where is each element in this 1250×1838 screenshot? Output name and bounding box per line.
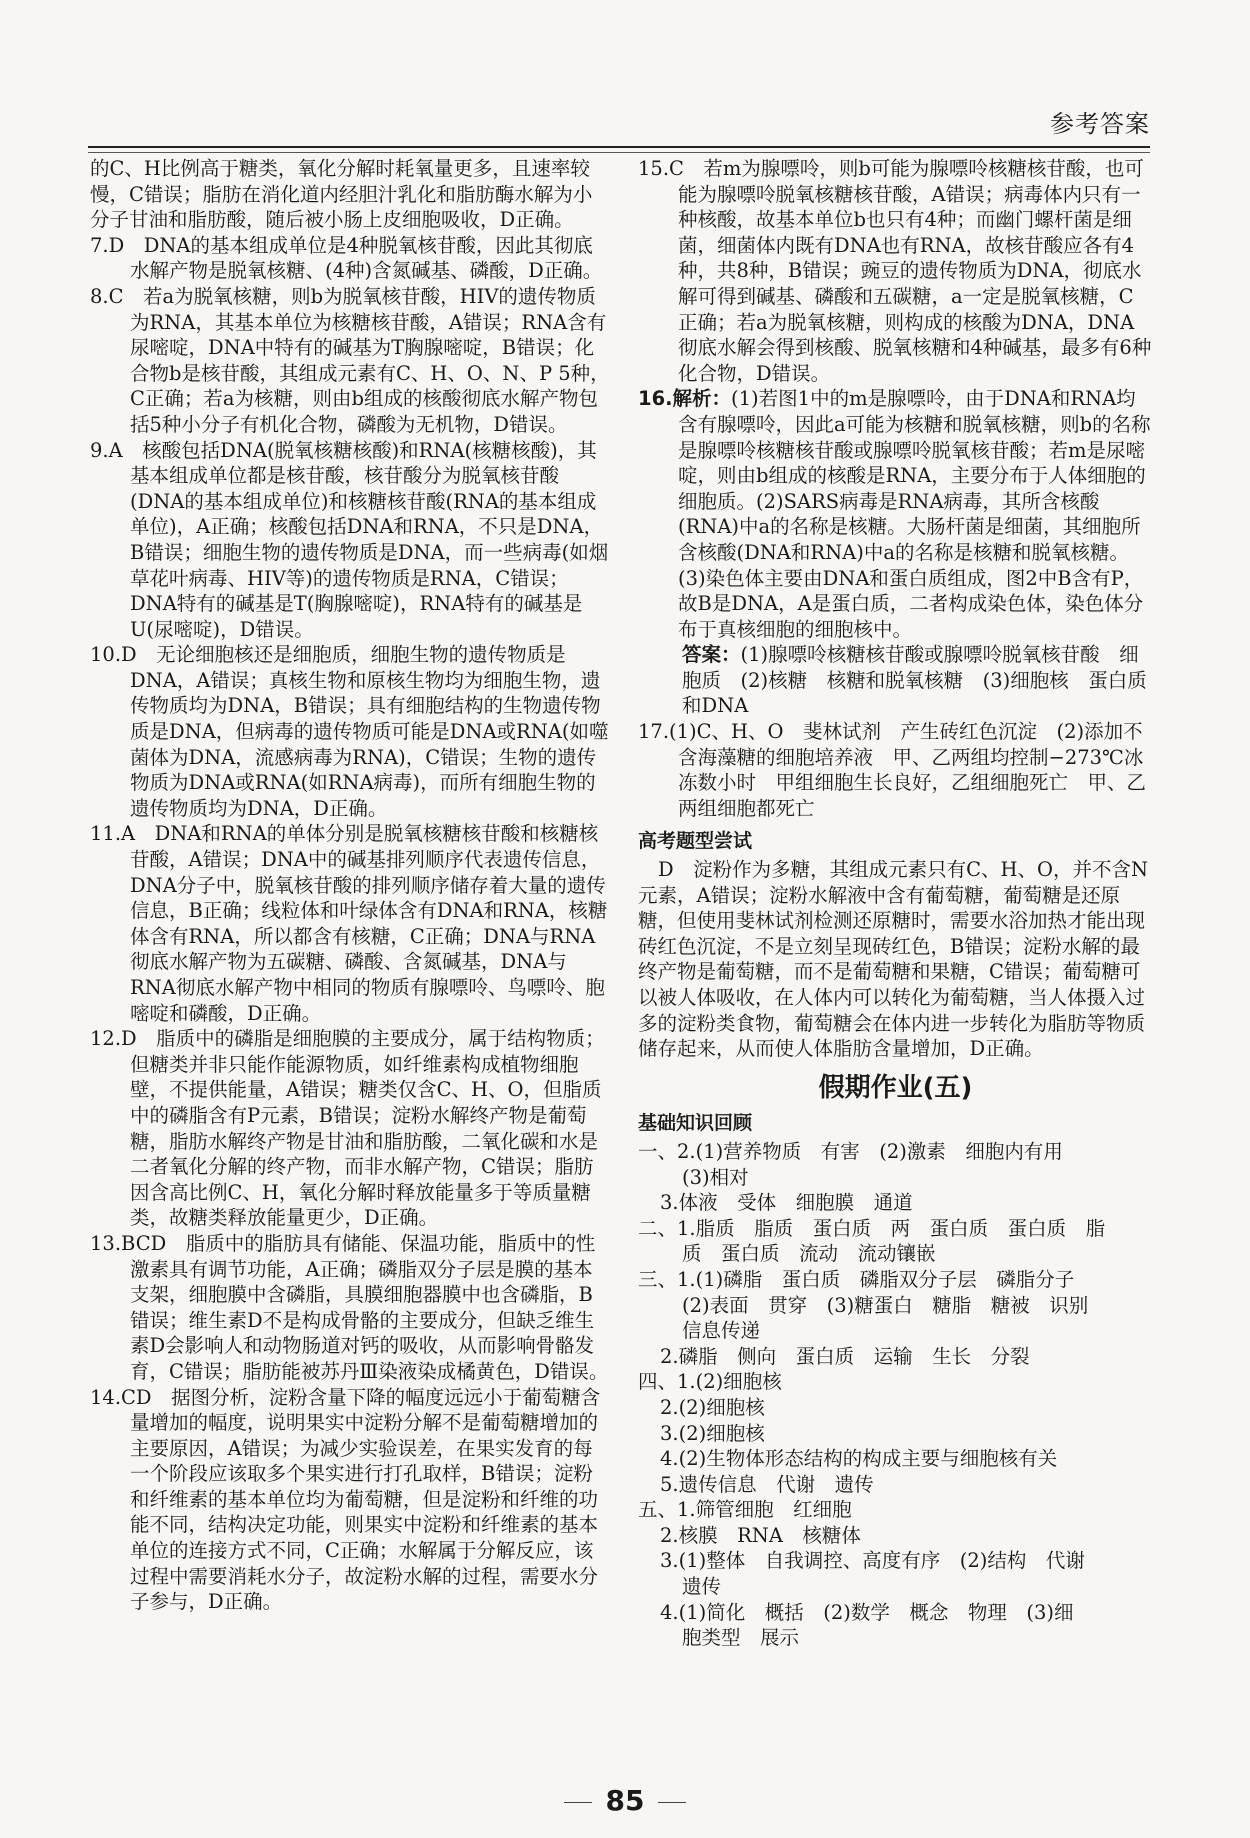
holiday-answer-line: 三、1.(1)磷脂 蛋白质 磷脂双分子层 磷脂分子	[638, 1267, 1075, 1291]
holiday-answer-line: 3.(1)整体 自我调控、高度有序 (2)结构 代谢	[660, 1549, 1085, 1573]
holiday-answer-line: 一、2.(1)营养物质 有害 (2)激素 细胞内有用	[638, 1139, 1063, 1163]
q16-block	[638, 386, 1153, 642]
holiday-answer-line: 遗传	[682, 1575, 722, 1599]
holiday-answer-line: (3)相对	[682, 1165, 749, 1189]
q16-text: (1)若图1中的m是腺嘌呤，由于DNA和RNA均含有腺嘌呤，因此a可能为核糖和脱氧核糖，则b的名称是腺嘌呤核糖核苷酸或腺嘌呤脱氧核苷酸；若m是尿嘧啶，则由b组成的核酸是RNA，主要分布于人体细胞的细胞质。(2)SARS病毒是RNA病毒，其所含核酸(RNA)中a的名称是核糖。大肠杆菌是细菌，其细胞所含核酸(DNA和RNA)中a的名称是核糖和脱氧核糖。(3)染色体主要由DNA和蛋白质组成，图2中B含有P，故B是DNA，A是蛋白质，二者构成染色体，染色体分布于真核细胞的细胞核中。	[678, 387, 1151, 641]
holiday-answer-line: 2.核膜 RNA 核糖体	[660, 1523, 861, 1547]
q16-answer-label: 答案：	[682, 643, 741, 667]
holiday-answer-line: 五、1.筛管细胞 红细胞	[638, 1498, 852, 1522]
basic-heading: 基础知识回顾	[638, 1112, 753, 1135]
header-title: 参考答案	[1050, 110, 1150, 138]
holiday-answer-line: (2)表面 贯穿 (3)糖蛋白 糖脂 糖被 识别	[682, 1293, 1089, 1317]
answer-item: 7.D DNA的基本组成单位是4种脱氧核苷酸，因此其彻底水解产物是脱氧核糖、(4种)含氮碱基、磷酸，D正确。	[90, 233, 603, 283]
holiday-answer-line: 2.磷脂 侧向 蛋白质 运输 生长 分裂	[660, 1344, 1030, 1368]
holiday-title: 假期作业(五)	[818, 1072, 973, 1103]
gaokao-text: D 淀粉作为多糖，其组成元素只有C、H、O，并不含N元素，A错误；淀粉水解液中含有葡萄糖，葡萄糖是还原糖，但使用斐林试剂检测还原糖时，需要水浴加热才能出现砖红色沉淀，不是立刻呈现砖红色，B错误；淀粉水解的最终产物是葡萄糖，而不是葡萄糖和果糖，C错误；葡萄糖可以被人体吸收，在人体内可以转化为葡萄糖，当人体摄入过多的淀粉类食物，葡萄糖会在体内进一步转化为脂肪等物质储存起来，从而使人体脂肪含量增加，D正确。	[638, 858, 1149, 1061]
header-divider	[88, 152, 1150, 153]
holiday-answer-line: 信息传递	[682, 1319, 761, 1343]
answer-item: 14.CD 据图分析，淀粉含量下降的幅度远远小于葡萄糖含量增加的幅度，说明果实中淀粉分解不是葡萄糖增加的主要原因，A错误；为减少实验误差，在果实发育的每一个阶段应该取多个果实进行打孔取样，B错误；淀粉和纤维素的基本单位均为葡萄糖，但是淀粉和纤维的功能不同，结构决定功能，则果实中淀粉和纤维素的基本单位的连接方式不同，C正确；水解属于分解反应，该过程中需要消耗水分子，故淀粉水解的过程，需要水分子参与，D正确。	[90, 1385, 601, 1614]
right-column-items	[638, 156, 1153, 386]
answer-paragraph: 的C、H比例高于糖类，氧化分解时耗氧量更多，且速率较慢，C错误；脂肪在消化道内经胆汁乳化和脂肪酶水解为小分子甘油和脂肪酸，随后被小肠上皮细胞吸收，D正确。	[90, 157, 593, 232]
q16-answer	[638, 642, 1153, 719]
left-column	[90, 156, 610, 1615]
right-column	[638, 156, 1153, 1651]
gaokao-heading: 高考题型尝试	[638, 830, 753, 853]
holiday-answer-line: 5.遗传信息 代谢 遗传	[660, 1472, 874, 1496]
answer-item: 8.C 若a为脱氧核糖，则b为脱氧核苷酸，HIV的遗传物质为RNA，其基本单位为核糖核苷酸，A错误；RNA含有尿嘧啶，DNA中特有的碱基为T胸腺嘧啶，B错误；化合物b是核苷酸，其组成元素有C、H、O、N、P 5种，C正确；若a为核糖，则由b组成的核酸彻底水解产物包括5种小分子有机化合物，磷酸为无机物，D错误。	[90, 284, 610, 436]
holiday-answer-line: 胞类型 展示	[682, 1626, 800, 1650]
answer-item: 9.A 核酸包括DNA(脱氧核糖核酸)和RNA(核糖核酸)，其基本组成单位都是核苷酸，核苷酸分为脱氧核苷酸(DNA的基本组成单位)和核糖核苷酸(RNA的基本组成单位)，A正确；核酸包括DNA和RNA，不只是DNA，B错误；细胞生物的遗传物质是DNA，而一些病毒(如烟草花叶病毒、HIV等)的遗传物质是RNA，C错误；DNA特有的碱基是T(胸腺嘧啶)，RNA特有的碱基是U(尿嘧啶)，D错误。	[90, 438, 609, 641]
holiday-answer-line: 二、1.脂质 脂质 蛋白质 两 蛋白质 蛋白质 脂	[638, 1216, 1106, 1240]
holiday-answer-line: 4.(1)简化 概括 (2)数学 概念 物理 (3)细	[660, 1600, 1074, 1624]
holiday-answer-line: 4.(2)生物体形态结构的构成主要与细胞核有关	[660, 1447, 1058, 1471]
q16-answer-text: (1)腺嘌呤核糖核苷酸或腺嘌呤脱氧核苷酸 细胞质 (2)核糖 核糖和脱氧核糖 (3)细胞核 蛋白质和DNA	[682, 643, 1147, 718]
page-header	[88, 96, 1150, 148]
holiday-answer-line: 质 蛋白质 流动 流动镶嵌	[682, 1242, 936, 1266]
page-number: 85	[0, 1784, 1250, 1817]
answer-item: 12.D 脂质中的磷脂是细胞膜的主要成分，属于结构物质；但糖类并非只能作能源物质，如纤维素构成植物细胞壁，不提供能量，A错误；糖类仅含C、H、O，但脂质中的磷脂含有P元素，B错误；淀粉水解终产物是葡萄糖，脂肪水解终产物是甘油和脂肪酸，二氧化碳和水是二者氧化分解的终产物，而非水解产物，C错误；脂肪因含高比例C、H，氧化分解时释放能量多于等质量糖类，故糖类释放能量更少，D正确。	[90, 1027, 605, 1230]
q16-label: 16.解析：	[638, 387, 732, 411]
holiday-answer-line: 2.(2)细胞核	[660, 1395, 765, 1419]
q17-block: 17.(1)C、H、O 斐林试剂 产生砖红色沉淀 (2)添加不含海藻糖的细胞培养液 甲、乙两组均控制−273℃冰冻数小时 甲组细胞生长良好，乙组细胞死亡 甲、乙两组细胞都死亡	[638, 720, 1147, 820]
holiday-answer-line: 3.(2)细胞核	[660, 1421, 765, 1445]
answer-item: 10.D 无论细胞核还是细胞质，细胞生物的遗传物质是DNA，A错误；真核生物和原核生物均为细胞生物，遗传物质均为DNA，B错误；具有细胞结构的生物遗传物质是DNA，但病毒的遗传物质可能是DNA或RNA(如噬菌体为DNA，流感病毒为RNA)，C错误；生物的遗传物质为DNA或RNA(如RNA病毒)，而所有细胞生物的遗传物质均为DNA，D正确。	[90, 643, 609, 820]
answer-item: 11.A DNA和RNA的单体分别是脱氧核糖核苷酸和核糖核苷酸，A错误；DNA中的碱基排列顺序代表遗传信息，DNA分子中，脱氧核苷酸的排列顺序储存着大量的遗传信息，B正确；线粒体和叶绿体含有DNA和RNA，核糖体含有RNA，所以都含有核糖，C正确；DNA与RNA彻底水解产物为五碳糖、磷酸、含氮碱基，DNA与RNA彻底水解产物中相同的物质有腺嘌呤、鸟嘌呤、胞嘧啶和磷酸，D正确。	[90, 822, 608, 1025]
holiday-answer-line: 四、1.(2)细胞核	[638, 1370, 782, 1394]
holiday-answer-line: 3.体液 受体 细胞膜 通道	[660, 1191, 913, 1215]
answer-item: 13.BCD 脂质中的脂肪具有储能、保温功能，脂质中的性激素具有调节功能，A正确；磷脂双分子层是膜的基本支架，细胞膜中含磷脂，具膜细胞器膜中也含磷脂，B错误；维生素D不是构成骨骼的主要成分，但缺乏维生素D会影响人和动物肠道对钙的吸收，从而影响骨骼发育，C错误；脂肪能被苏丹Ⅲ染液染成橘黄色，D错误。	[90, 1231, 609, 1383]
holiday-answer-lines	[638, 1139, 1153, 1651]
answer-item: 15.C 若m为腺嘌呤，则b可能为腺嘌呤核糖核苷酸，也可能为腺嘌呤脱氧核糖核苷酸，A错误；病毒体内只有一种核酸，故基本单位b也只有4种；而幽门螺杆菌是细菌，细菌体内既有DNA也有RNA，故核苷酸应各有4种，共8种，B错误；豌豆的遗传物质为DNA，彻底水解可得到碱基、磷酸和五碳糖，a一定是脱氧核糖，C正确；若a为脱氧核糖，则构成的核酸为DNA，DNA彻底水解会得到核酸、脱氧核糖和4种碱基，最多有6种化合物，D错误。	[638, 157, 1152, 385]
